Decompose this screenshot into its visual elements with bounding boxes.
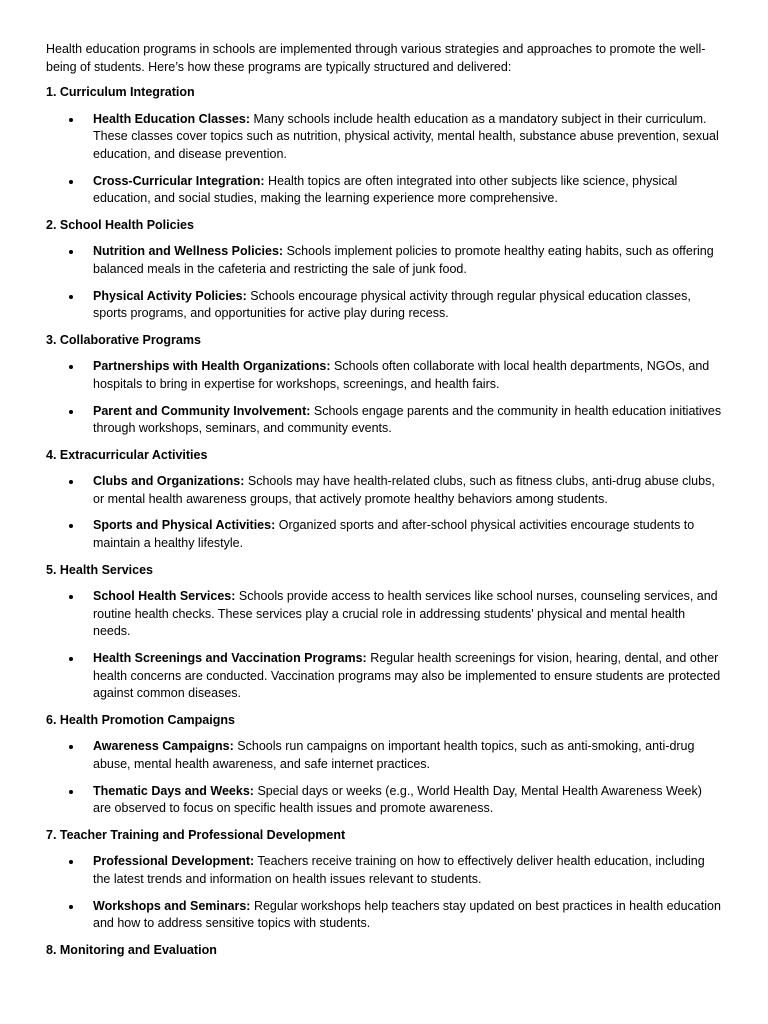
list-item [46, 173, 722, 208]
item-text: Schools provide access to health services like school nurses, counseling services, and routine health checks. These services play a crucial role in addressing students' physical and mental health needs. [93, 589, 718, 639]
section-heading: 5. Health Services [46, 562, 154, 577]
item-text: Organized sports and after-school physical activities encourage students to maintain a healthy lifestyle. [93, 518, 695, 551]
item-text: Schools encourage physical activity through regular physical education classes, sports programs, and opportunities for active play during recess. [93, 288, 691, 321]
bullet-list [46, 111, 722, 208]
list-item [46, 243, 722, 278]
item-title: Health Education Classes: [93, 111, 250, 126]
section [46, 712, 722, 818]
item-title: Nutrition and Wellness Policies: [93, 244, 284, 259]
bullet-list [46, 473, 722, 552]
list-item [46, 288, 722, 323]
item-title: Physical Activity Policies: [93, 288, 247, 303]
section [46, 217, 722, 323]
item-title: Health Screenings and Vaccination Programs: [93, 651, 367, 666]
section [46, 827, 722, 933]
item-text: Schools implement policies to promote healthy eating habits, such as offering balanced meals in the cafeteria and restricting the sale of junk food. [93, 244, 714, 276]
item-text: Health topics are often integrated into other subjects like science, physical education, and social studies, making the learning experience more comprehensive. [93, 173, 678, 206]
list-item [46, 738, 722, 773]
list-item [46, 358, 722, 393]
section-heading: 4. Extracurricular Activities [46, 447, 208, 462]
list-item [46, 898, 722, 933]
bullet-list [46, 588, 722, 703]
intro-paragraph: Health education programs in schools are implemented through various strategies and approaches to promote the well-being of students. Here’s how these programs are typically structured and delivered: [46, 42, 706, 74]
list-item [46, 111, 722, 164]
list-item [46, 517, 722, 552]
section-heading: 1. Curriculum Integration [46, 85, 195, 100]
list-item [46, 783, 722, 818]
section [46, 447, 722, 553]
item-text: Schools often collaborate with local health departments, NGOs, and hospitals to bring in expertise for workshops, screenings, and health fairs. [93, 359, 710, 391]
section [46, 84, 722, 208]
list-item [46, 403, 722, 438]
item-text: Special days or weeks (e.g., World Health Day, Mental Health Awareness Week) are observed to focus on specific health issues and promote awareness. [93, 783, 702, 816]
section [46, 942, 722, 960]
item-title: Thematic Days and Weeks: [93, 783, 254, 798]
item-text: Many schools include health education as a mandatory subject in their curriculum. These classes cover topics such as nutrition, physical activity, mental health, substance abuse prevention, sexual education, and disease prevention. [93, 111, 719, 161]
item-title: Awareness Campaigns: [93, 739, 234, 754]
bullet-list [46, 853, 722, 932]
section-heading: 6. Health Promotion Campaigns [46, 712, 235, 727]
item-title: Cross-Curricular Integration: [93, 173, 265, 188]
bullet-list [46, 738, 722, 817]
section-heading: 2. School Health Policies [46, 217, 194, 232]
bullet-list [46, 243, 722, 322]
list-item [46, 588, 722, 641]
item-title: Clubs and Organizations: [93, 474, 245, 489]
list-item [46, 853, 722, 888]
item-title: Parent and Community Involvement: [93, 403, 311, 418]
item-text: Schools may have health-related clubs, such as fitness clubs, anti-drug abuse clubs, or mental health awareness groups, that actively promote healthy behaviors among students. [93, 474, 715, 506]
section-heading: 7. Teacher Training and Professional Development [46, 827, 346, 842]
item-title: Sports and Physical Activities: [93, 518, 276, 533]
item-text: Schools run campaigns on important health topics, such as anti-smoking, anti-drug abuse, mental health awareness, and safe internet practices. [93, 739, 695, 771]
item-title: Partnerships with Health Organizations: [93, 359, 331, 374]
item-title: School Health Services: [93, 589, 236, 604]
item-text: Teachers receive training on how to effectively deliver health education, including the latest trends and information on health issues relevant to students. [93, 854, 705, 886]
list-item [46, 650, 722, 703]
item-text: Regular health screenings for vision, hearing, dental, and other health concerns are conducted. Vaccination programs may also be implemented to ensure students are protected against common diseases. [93, 651, 721, 701]
item-title: Professional Development: [93, 854, 255, 869]
bullet-list [46, 358, 722, 437]
section-heading: 8. Monitoring and Evaluation [46, 942, 217, 957]
list-item [46, 473, 722, 508]
item-title: Workshops and Seminars: [93, 898, 251, 913]
section [46, 562, 722, 703]
item-text: Regular workshops help teachers stay updated on best practices in health education and how to address sensitive topics with students. [93, 898, 721, 931]
section [46, 332, 722, 438]
section-heading: 3. Collaborative Programs [46, 332, 201, 347]
item-text: Schools engage parents and the community in health education initiatives through workshops, seminars, and community events. [93, 403, 722, 436]
